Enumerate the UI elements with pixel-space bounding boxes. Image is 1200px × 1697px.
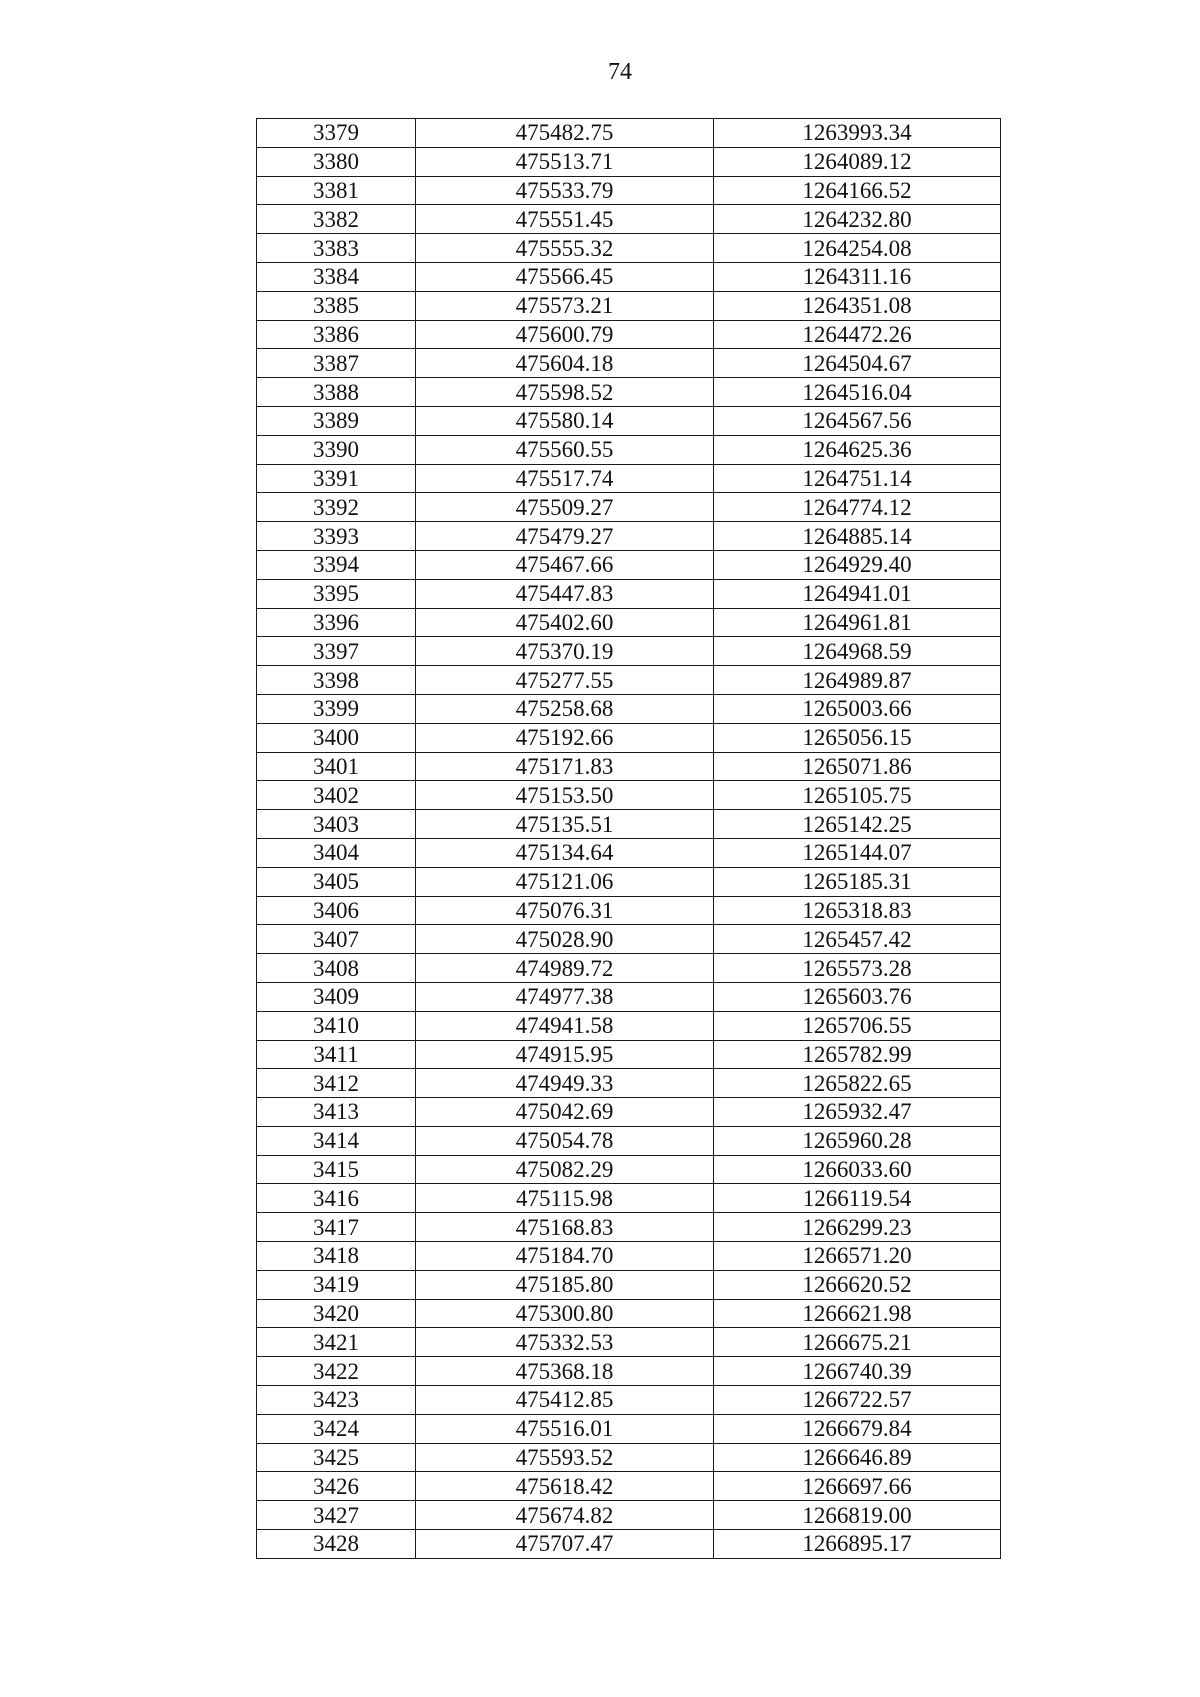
x-coordinate-cell: 475593.52 xyxy=(416,1443,714,1472)
point-number-cell: 3403 xyxy=(257,810,416,839)
y-coordinate-cell: 1265603.76 xyxy=(714,982,1001,1011)
x-coordinate-cell: 475028.90 xyxy=(416,925,714,954)
coordinates-table xyxy=(256,118,1001,1559)
table-row xyxy=(257,435,1001,464)
y-coordinate-cell: 1264516.04 xyxy=(714,378,1001,407)
x-coordinate-cell: 475618.42 xyxy=(416,1472,714,1501)
x-coordinate-cell: 475082.29 xyxy=(416,1155,714,1184)
x-coordinate-cell: 475551.45 xyxy=(416,205,714,234)
y-coordinate-cell: 1266722.57 xyxy=(714,1386,1001,1415)
x-coordinate-cell: 475135.51 xyxy=(416,810,714,839)
point-number-cell: 3418 xyxy=(257,1242,416,1271)
table-row xyxy=(257,1443,1001,1472)
y-coordinate-cell: 1264567.56 xyxy=(714,406,1001,435)
x-coordinate-cell: 475134.64 xyxy=(416,838,714,867)
x-coordinate-cell: 475171.83 xyxy=(416,752,714,781)
table-row xyxy=(257,1213,1001,1242)
x-coordinate-cell: 475277.55 xyxy=(416,666,714,695)
point-number-cell: 3385 xyxy=(257,291,416,320)
table-row xyxy=(257,522,1001,551)
x-coordinate-cell: 475479.27 xyxy=(416,522,714,551)
point-number-cell: 3384 xyxy=(257,262,416,291)
y-coordinate-cell: 1265960.28 xyxy=(714,1126,1001,1155)
table-row xyxy=(257,666,1001,695)
point-number-cell: 3405 xyxy=(257,867,416,896)
point-number-cell: 3393 xyxy=(257,522,416,551)
table-row xyxy=(257,982,1001,1011)
table-row xyxy=(257,1040,1001,1069)
y-coordinate-cell: 1266895.17 xyxy=(714,1530,1001,1559)
x-coordinate-cell: 474915.95 xyxy=(416,1040,714,1069)
y-coordinate-cell: 1264774.12 xyxy=(714,493,1001,522)
point-number-cell: 3380 xyxy=(257,147,416,176)
y-coordinate-cell: 1266620.52 xyxy=(714,1270,1001,1299)
point-number-cell: 3427 xyxy=(257,1501,416,1530)
table-row xyxy=(257,694,1001,723)
point-number-cell: 3425 xyxy=(257,1443,416,1472)
y-coordinate-cell: 1264961.81 xyxy=(714,608,1001,637)
table-row xyxy=(257,1126,1001,1155)
point-number-cell: 3423 xyxy=(257,1386,416,1415)
point-number-cell: 3421 xyxy=(257,1328,416,1357)
y-coordinate-cell: 1265071.86 xyxy=(714,752,1001,781)
point-number-cell: 3381 xyxy=(257,176,416,205)
point-number-cell: 3408 xyxy=(257,954,416,983)
y-coordinate-cell: 1266119.54 xyxy=(714,1184,1001,1213)
table-row xyxy=(257,205,1001,234)
table-row xyxy=(257,752,1001,781)
y-coordinate-cell: 1264751.14 xyxy=(714,464,1001,493)
point-number-cell: 3428 xyxy=(257,1530,416,1559)
y-coordinate-cell: 1266299.23 xyxy=(714,1213,1001,1242)
point-number-cell: 3387 xyxy=(257,349,416,378)
table-row xyxy=(257,1011,1001,1040)
point-number-cell: 3424 xyxy=(257,1414,416,1443)
table-row xyxy=(257,954,1001,983)
x-coordinate-cell: 475192.66 xyxy=(416,723,714,752)
table-row xyxy=(257,406,1001,435)
x-coordinate-cell: 475707.47 xyxy=(416,1530,714,1559)
x-coordinate-cell: 475412.85 xyxy=(416,1386,714,1415)
table-row xyxy=(257,781,1001,810)
y-coordinate-cell: 1265457.42 xyxy=(714,925,1001,954)
table-row xyxy=(257,579,1001,608)
x-coordinate-cell: 475560.55 xyxy=(416,435,714,464)
point-number-cell: 3401 xyxy=(257,752,416,781)
y-coordinate-cell: 1264941.01 xyxy=(714,579,1001,608)
table-row xyxy=(257,838,1001,867)
x-coordinate-cell: 475533.79 xyxy=(416,176,714,205)
y-coordinate-cell: 1266697.66 xyxy=(714,1472,1001,1501)
x-coordinate-cell: 474989.72 xyxy=(416,954,714,983)
y-coordinate-cell: 1265932.47 xyxy=(714,1098,1001,1127)
table-row xyxy=(257,262,1001,291)
y-coordinate-cell: 1265185.31 xyxy=(714,867,1001,896)
y-coordinate-cell: 1263993.34 xyxy=(714,119,1001,148)
y-coordinate-cell: 1264254.08 xyxy=(714,234,1001,263)
x-coordinate-cell: 475555.32 xyxy=(416,234,714,263)
y-coordinate-cell: 1265056.15 xyxy=(714,723,1001,752)
y-coordinate-cell: 1266033.60 xyxy=(714,1155,1001,1184)
table-row xyxy=(257,608,1001,637)
y-coordinate-cell: 1265105.75 xyxy=(714,781,1001,810)
point-number-cell: 3402 xyxy=(257,781,416,810)
y-coordinate-cell: 1264232.80 xyxy=(714,205,1001,234)
table-row xyxy=(257,723,1001,752)
x-coordinate-cell: 475467.66 xyxy=(416,550,714,579)
x-coordinate-cell: 475600.79 xyxy=(416,320,714,349)
y-coordinate-cell: 1264311.16 xyxy=(714,262,1001,291)
table-row xyxy=(257,810,1001,839)
table-row xyxy=(257,464,1001,493)
x-coordinate-cell: 475300.80 xyxy=(416,1299,714,1328)
point-number-cell: 3392 xyxy=(257,493,416,522)
table-row xyxy=(257,1155,1001,1184)
point-number-cell: 3398 xyxy=(257,666,416,695)
point-number-cell: 3397 xyxy=(257,637,416,666)
table-row xyxy=(257,896,1001,925)
point-number-cell: 3411 xyxy=(257,1040,416,1069)
table-row xyxy=(257,1299,1001,1328)
x-coordinate-cell: 475516.01 xyxy=(416,1414,714,1443)
point-number-cell: 3379 xyxy=(257,119,416,148)
point-number-cell: 3396 xyxy=(257,608,416,637)
point-number-cell: 3390 xyxy=(257,435,416,464)
point-number-cell: 3416 xyxy=(257,1184,416,1213)
x-coordinate-cell: 475509.27 xyxy=(416,493,714,522)
y-coordinate-cell: 1265318.83 xyxy=(714,896,1001,925)
x-coordinate-cell: 475402.60 xyxy=(416,608,714,637)
y-coordinate-cell: 1264968.59 xyxy=(714,637,1001,666)
y-coordinate-cell: 1266571.20 xyxy=(714,1242,1001,1271)
y-coordinate-cell: 1265706.55 xyxy=(714,1011,1001,1040)
table-row xyxy=(257,320,1001,349)
point-number-cell: 3426 xyxy=(257,1472,416,1501)
y-coordinate-cell: 1266675.21 xyxy=(714,1328,1001,1357)
point-number-cell: 3417 xyxy=(257,1213,416,1242)
table-row xyxy=(257,349,1001,378)
point-number-cell: 3389 xyxy=(257,406,416,435)
table-row xyxy=(257,291,1001,320)
x-coordinate-cell: 475258.68 xyxy=(416,694,714,723)
table-row xyxy=(257,1357,1001,1386)
y-coordinate-cell: 1266819.00 xyxy=(714,1501,1001,1530)
point-number-cell: 3409 xyxy=(257,982,416,1011)
point-number-cell: 3415 xyxy=(257,1155,416,1184)
point-number-cell: 3422 xyxy=(257,1357,416,1386)
y-coordinate-cell: 1264929.40 xyxy=(714,550,1001,579)
table-row xyxy=(257,234,1001,263)
point-number-cell: 3382 xyxy=(257,205,416,234)
y-coordinate-cell: 1266740.39 xyxy=(714,1357,1001,1386)
point-number-cell: 3388 xyxy=(257,378,416,407)
x-coordinate-cell: 475184.70 xyxy=(416,1242,714,1271)
x-coordinate-cell: 475580.14 xyxy=(416,406,714,435)
x-coordinate-cell: 475121.06 xyxy=(416,867,714,896)
y-coordinate-cell: 1266646.89 xyxy=(714,1443,1001,1472)
page-number: 74 xyxy=(608,59,632,85)
point-number-cell: 3383 xyxy=(257,234,416,263)
point-number-cell: 3399 xyxy=(257,694,416,723)
x-coordinate-cell: 475332.53 xyxy=(416,1328,714,1357)
y-coordinate-cell: 1265003.66 xyxy=(714,694,1001,723)
point-number-cell: 3394 xyxy=(257,550,416,579)
table-row xyxy=(257,1501,1001,1530)
table-row xyxy=(257,925,1001,954)
table-row xyxy=(257,1386,1001,1415)
table-row xyxy=(257,1472,1001,1501)
x-coordinate-cell: 475153.50 xyxy=(416,781,714,810)
table-row xyxy=(257,1069,1001,1098)
point-number-cell: 3420 xyxy=(257,1299,416,1328)
point-number-cell: 3407 xyxy=(257,925,416,954)
y-coordinate-cell: 1264885.14 xyxy=(714,522,1001,551)
table-row xyxy=(257,1328,1001,1357)
x-coordinate-cell: 475185.80 xyxy=(416,1270,714,1299)
x-coordinate-cell: 475674.82 xyxy=(416,1501,714,1530)
y-coordinate-cell: 1265782.99 xyxy=(714,1040,1001,1069)
table-row xyxy=(257,378,1001,407)
table-row xyxy=(257,147,1001,176)
table-row xyxy=(257,637,1001,666)
point-number-cell: 3406 xyxy=(257,896,416,925)
point-number-cell: 3413 xyxy=(257,1098,416,1127)
x-coordinate-cell: 475168.83 xyxy=(416,1213,714,1242)
table-row xyxy=(257,493,1001,522)
table-row xyxy=(257,1270,1001,1299)
table-row xyxy=(257,119,1001,148)
y-coordinate-cell: 1266679.84 xyxy=(714,1414,1001,1443)
y-coordinate-cell: 1265142.25 xyxy=(714,810,1001,839)
x-coordinate-cell: 475513.71 xyxy=(416,147,714,176)
x-coordinate-cell: 475054.78 xyxy=(416,1126,714,1155)
table-row xyxy=(257,1184,1001,1213)
y-coordinate-cell: 1264089.12 xyxy=(714,147,1001,176)
point-number-cell: 3414 xyxy=(257,1126,416,1155)
point-number-cell: 3404 xyxy=(257,838,416,867)
point-number-cell: 3412 xyxy=(257,1069,416,1098)
point-number-cell: 3410 xyxy=(257,1011,416,1040)
table-row xyxy=(257,1098,1001,1127)
x-coordinate-cell: 475598.52 xyxy=(416,378,714,407)
y-coordinate-cell: 1264504.67 xyxy=(714,349,1001,378)
x-coordinate-cell: 475370.19 xyxy=(416,637,714,666)
x-coordinate-cell: 475115.98 xyxy=(416,1184,714,1213)
table-row xyxy=(257,176,1001,205)
x-coordinate-cell: 475604.18 xyxy=(416,349,714,378)
y-coordinate-cell: 1266621.98 xyxy=(714,1299,1001,1328)
x-coordinate-cell: 475076.31 xyxy=(416,896,714,925)
x-coordinate-cell: 475517.74 xyxy=(416,464,714,493)
table-row xyxy=(257,1530,1001,1559)
y-coordinate-cell: 1264472.26 xyxy=(714,320,1001,349)
x-coordinate-cell: 474941.58 xyxy=(416,1011,714,1040)
point-number-cell: 3391 xyxy=(257,464,416,493)
y-coordinate-cell: 1265573.28 xyxy=(714,954,1001,983)
y-coordinate-cell: 1264625.36 xyxy=(714,435,1001,464)
x-coordinate-cell: 475042.69 xyxy=(416,1098,714,1127)
point-number-cell: 3400 xyxy=(257,723,416,752)
x-coordinate-cell: 475482.75 xyxy=(416,119,714,148)
y-coordinate-cell: 1264989.87 xyxy=(714,666,1001,695)
table-row xyxy=(257,1414,1001,1443)
y-coordinate-cell: 1264351.08 xyxy=(714,291,1001,320)
y-coordinate-cell: 1265144.07 xyxy=(714,838,1001,867)
x-coordinate-cell: 475566.45 xyxy=(416,262,714,291)
table-row xyxy=(257,1242,1001,1271)
x-coordinate-cell: 475573.21 xyxy=(416,291,714,320)
x-coordinate-cell: 475447.83 xyxy=(416,579,714,608)
x-coordinate-cell: 475368.18 xyxy=(416,1357,714,1386)
point-number-cell: 3386 xyxy=(257,320,416,349)
point-number-cell: 3395 xyxy=(257,579,416,608)
x-coordinate-cell: 474977.38 xyxy=(416,982,714,1011)
table-row xyxy=(257,867,1001,896)
y-coordinate-cell: 1265822.65 xyxy=(714,1069,1001,1098)
x-coordinate-cell: 474949.33 xyxy=(416,1069,714,1098)
y-coordinate-cell: 1264166.52 xyxy=(714,176,1001,205)
table-row xyxy=(257,550,1001,579)
point-number-cell: 3419 xyxy=(257,1270,416,1299)
coordinates-table-body xyxy=(257,119,1001,1559)
